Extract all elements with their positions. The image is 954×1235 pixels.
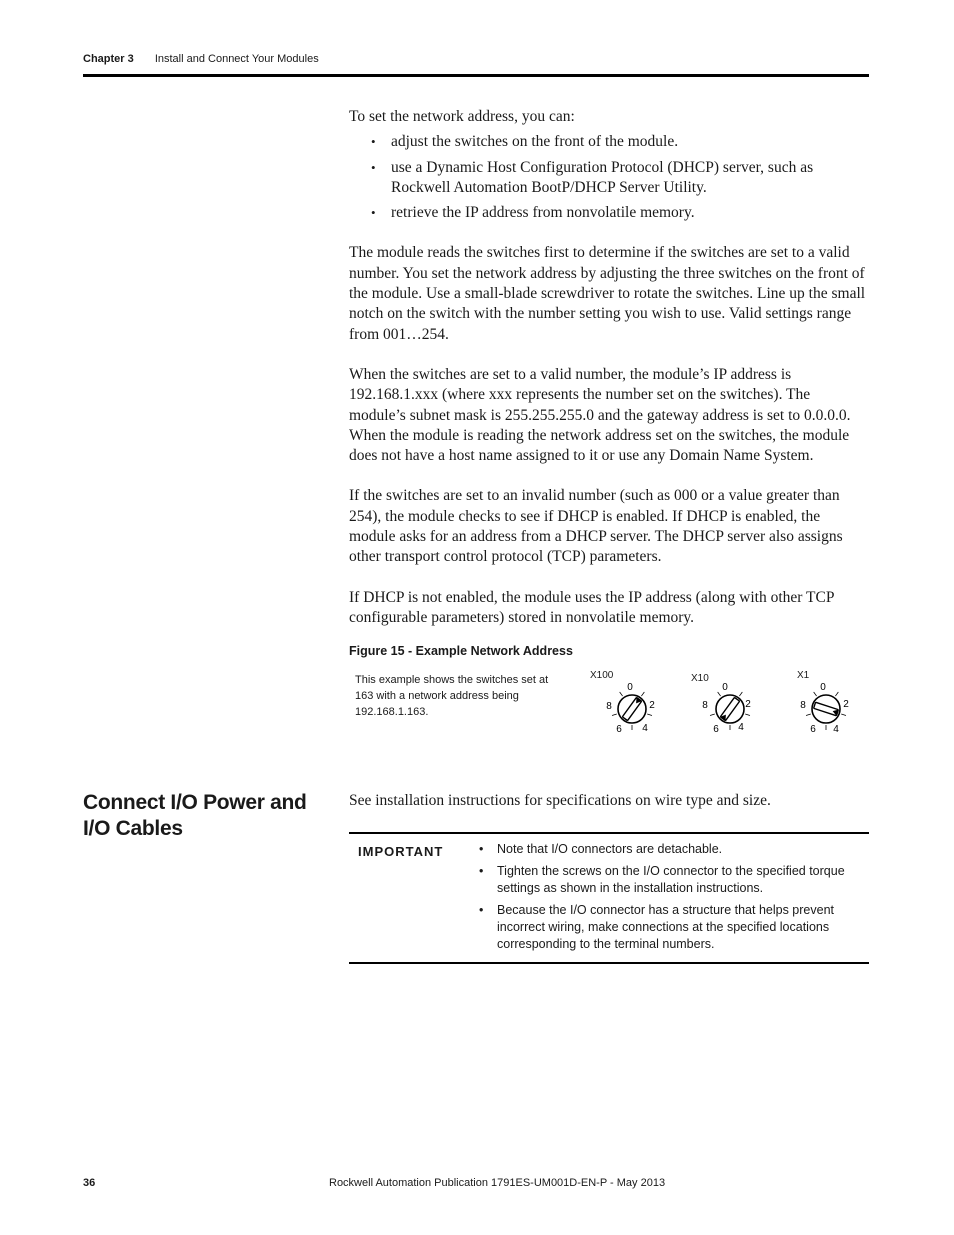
dial-number: 0 [627,682,633,693]
paragraph: If DHCP is not enabled, the module uses the IP address (along with other TCP configurable parameters) stored in nonvolatile memory. [349,588,834,626]
switch-label-x10: X10 [691,673,709,684]
important-callout [349,832,869,964]
list-item: • Note that I/O connectors are detachable. [479,841,869,858]
address-options-list [349,132,869,223]
dial-tick [718,692,721,696]
dial-number: 6 [713,724,719,735]
publication-info: Rockwell Automation Publication 1791ES-UM001D-EN-P - May 2013 [329,1177,666,1189]
dial-number: 6 [616,724,622,735]
figure-caption: Figure 15 - Example Network Address [349,644,573,658]
rotary-switch-x100 [592,678,672,742]
dial-number: 0 [820,682,826,693]
dial-number: 6 [810,724,816,735]
chapter-label: Chapter 3 [83,53,134,65]
dial-tick [814,692,817,696]
rotary-switch-x1 [786,678,866,742]
dial-number: 4 [738,722,744,733]
dial-tick [835,692,838,696]
header-rule [83,74,869,77]
chapter-title: Install and Connect Your Modules [154,53,319,65]
dial-number: 0 [722,682,728,693]
list-item: • retrieve the IP address from nonvolatile memory. [349,203,869,223]
paragraph: The module reads the switches first to determine if the switches are set to a valid number. You set the network address by adjusting the three switches on the front of the module. Use a small-blade screwdriver to rotate the switches. Line up the small notch on the switch with the number setting you wish to use. Valid settings range from 001…254. [349,244,866,343]
page-number: 36 [83,1177,96,1189]
dial-number: 2 [649,700,655,711]
dial-tick [641,692,644,696]
dial-tick [710,714,715,716]
list-item: • Because the I/O connector has a structure that helps prevent incorrect wiring, make connections at the specified locations corresponding to the terminal numbers. [479,902,869,953]
dial-number: 8 [606,701,612,712]
dial-tick [745,714,750,716]
dial-number: 8 [800,700,806,711]
dial-tick [612,714,617,716]
important-label: IMPORTANT [358,844,444,859]
list-item: • use a Dynamic Host Configuration Protocol (DHCP) server, such as Rockwell Automation BootP/DHCP Server Utility. [349,158,869,199]
section-heading: Connect I/O Power and I/O Cables [83,791,307,840]
dial-number: 4 [833,724,839,735]
rotary-switch-icon [786,678,866,742]
switch-label-x1: X1 [797,670,810,681]
list-item: • adjust the switches on the front of the module. [349,132,869,152]
figure-description: This example shows the switches set at 163 with a network address being 192.168.1.163. [355,674,549,718]
important-list [479,841,869,958]
dial-number: 2 [745,699,751,710]
main-body [349,107,869,628]
paragraph: When the switches are set to a valid number, the module’s IP address is 192.168.1.xxx (where xxx represents the number set on the switches). The module’s subnet mask is 255.255.255.0 and the gateway address is set to 0.0.0.0. When the module is reading the network address set on the switches, the module does not have a host name assigned to it or use any Domain Name System. [349,365,851,465]
dial-tick [620,692,623,696]
dial-tick [647,714,652,716]
rotary-switch-x10 [690,678,770,742]
dial-number: 2 [843,699,849,710]
switch-label-x100: X100 [590,670,614,681]
dial-tick [739,692,742,696]
dial-number: 4 [642,723,648,734]
intro-text: To set the network address, you can: [349,108,575,125]
running-header [83,53,319,65]
list-item: • Tighten the screws on the I/O connector to the specified torque settings as shown in the installation instructions. [479,863,869,897]
dial-number: 8 [702,700,708,711]
dial-tick [841,714,846,716]
rotary-switch-icon [690,678,770,742]
dial-tick [806,714,811,716]
rotary-switch-icon [592,678,672,742]
section-intro: See installation instructions for specifications on wire type and size. [349,792,771,809]
paragraph: If the switches are set to an invalid number (such as 000 or a value greater than 254), the module checks to see if DHCP is enabled. If DHCP is enabled, the module asks for an address from a DHCP server. The DHCP server also assigns other transport control protocol (TCP) parameters. [349,487,843,566]
